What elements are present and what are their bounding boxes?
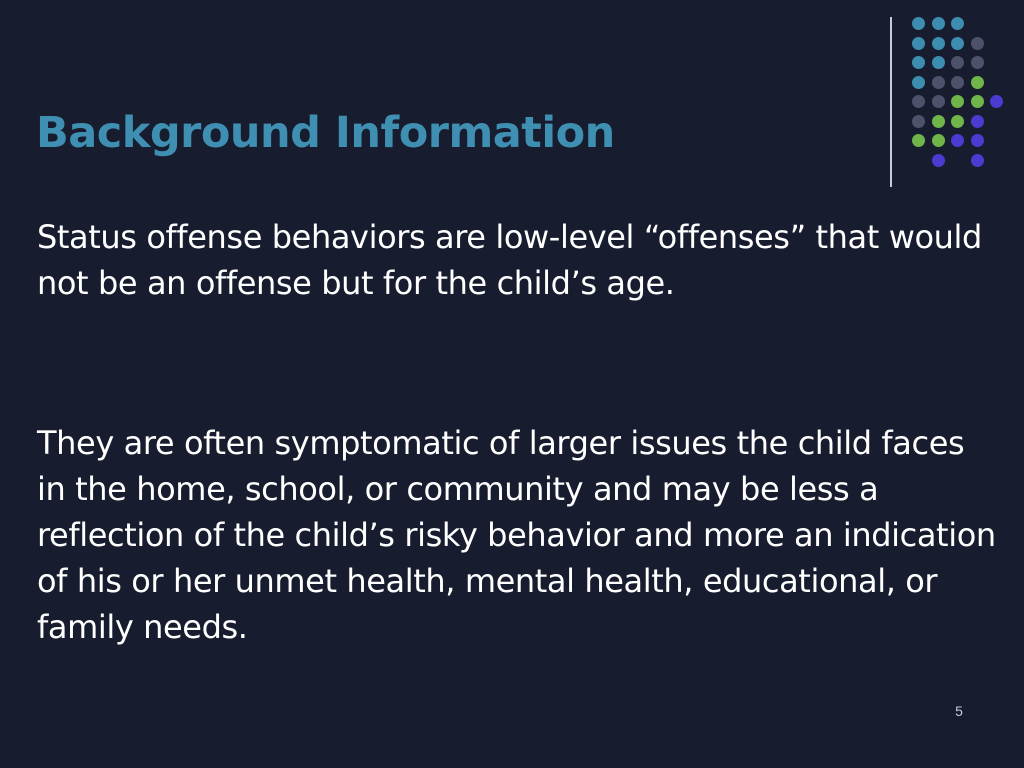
decorative-dot <box>971 95 984 108</box>
decorative-dot <box>990 95 1003 108</box>
decorative-dot <box>951 76 964 89</box>
decorative-dot <box>932 17 945 30</box>
decorative-dot <box>971 76 984 89</box>
decorative-dot <box>912 76 925 89</box>
decorative-dot <box>912 115 925 128</box>
decorative-dot <box>932 56 945 69</box>
decorative-dot <box>912 134 925 147</box>
decorative-dot <box>951 95 964 108</box>
decorative-dot <box>951 56 964 69</box>
decorative-dot <box>932 37 945 50</box>
decorative-dot <box>951 17 964 30</box>
decorative-dot <box>951 37 964 50</box>
decorative-dot <box>912 56 925 69</box>
decorative-dot <box>932 115 945 128</box>
decorative-dot <box>971 154 984 167</box>
decorative-dot <box>932 95 945 108</box>
decorative-dot <box>912 17 925 30</box>
decorative-dot <box>951 134 964 147</box>
decorative-dot <box>932 76 945 89</box>
decorative-dot-grid <box>0 0 1024 200</box>
decorative-dot <box>971 115 984 128</box>
decorative-dot <box>971 37 984 50</box>
decorative-dot <box>912 37 925 50</box>
decorative-dot <box>971 134 984 147</box>
decorative-dot <box>971 56 984 69</box>
body-paragraph-1: Status offense behaviors are low-level “offenses” that would not be an offense but for the child’s age. <box>37 218 982 302</box>
slide-title: Background Information <box>36 108 615 158</box>
decorative-dot <box>912 95 925 108</box>
page-number: 5 <box>955 703 963 719</box>
title-divider-line <box>890 17 892 187</box>
decorative-dot <box>951 115 964 128</box>
decorative-dot <box>932 154 945 167</box>
decorative-dot <box>932 134 945 147</box>
body-paragraph-2: They are often symptomatic of larger issues the child faces in the home, school, or community and may be less a reflection of the child’s risky behavior and more an indication of his or her unmet health, mental health, educational, or family needs. <box>37 424 996 646</box>
